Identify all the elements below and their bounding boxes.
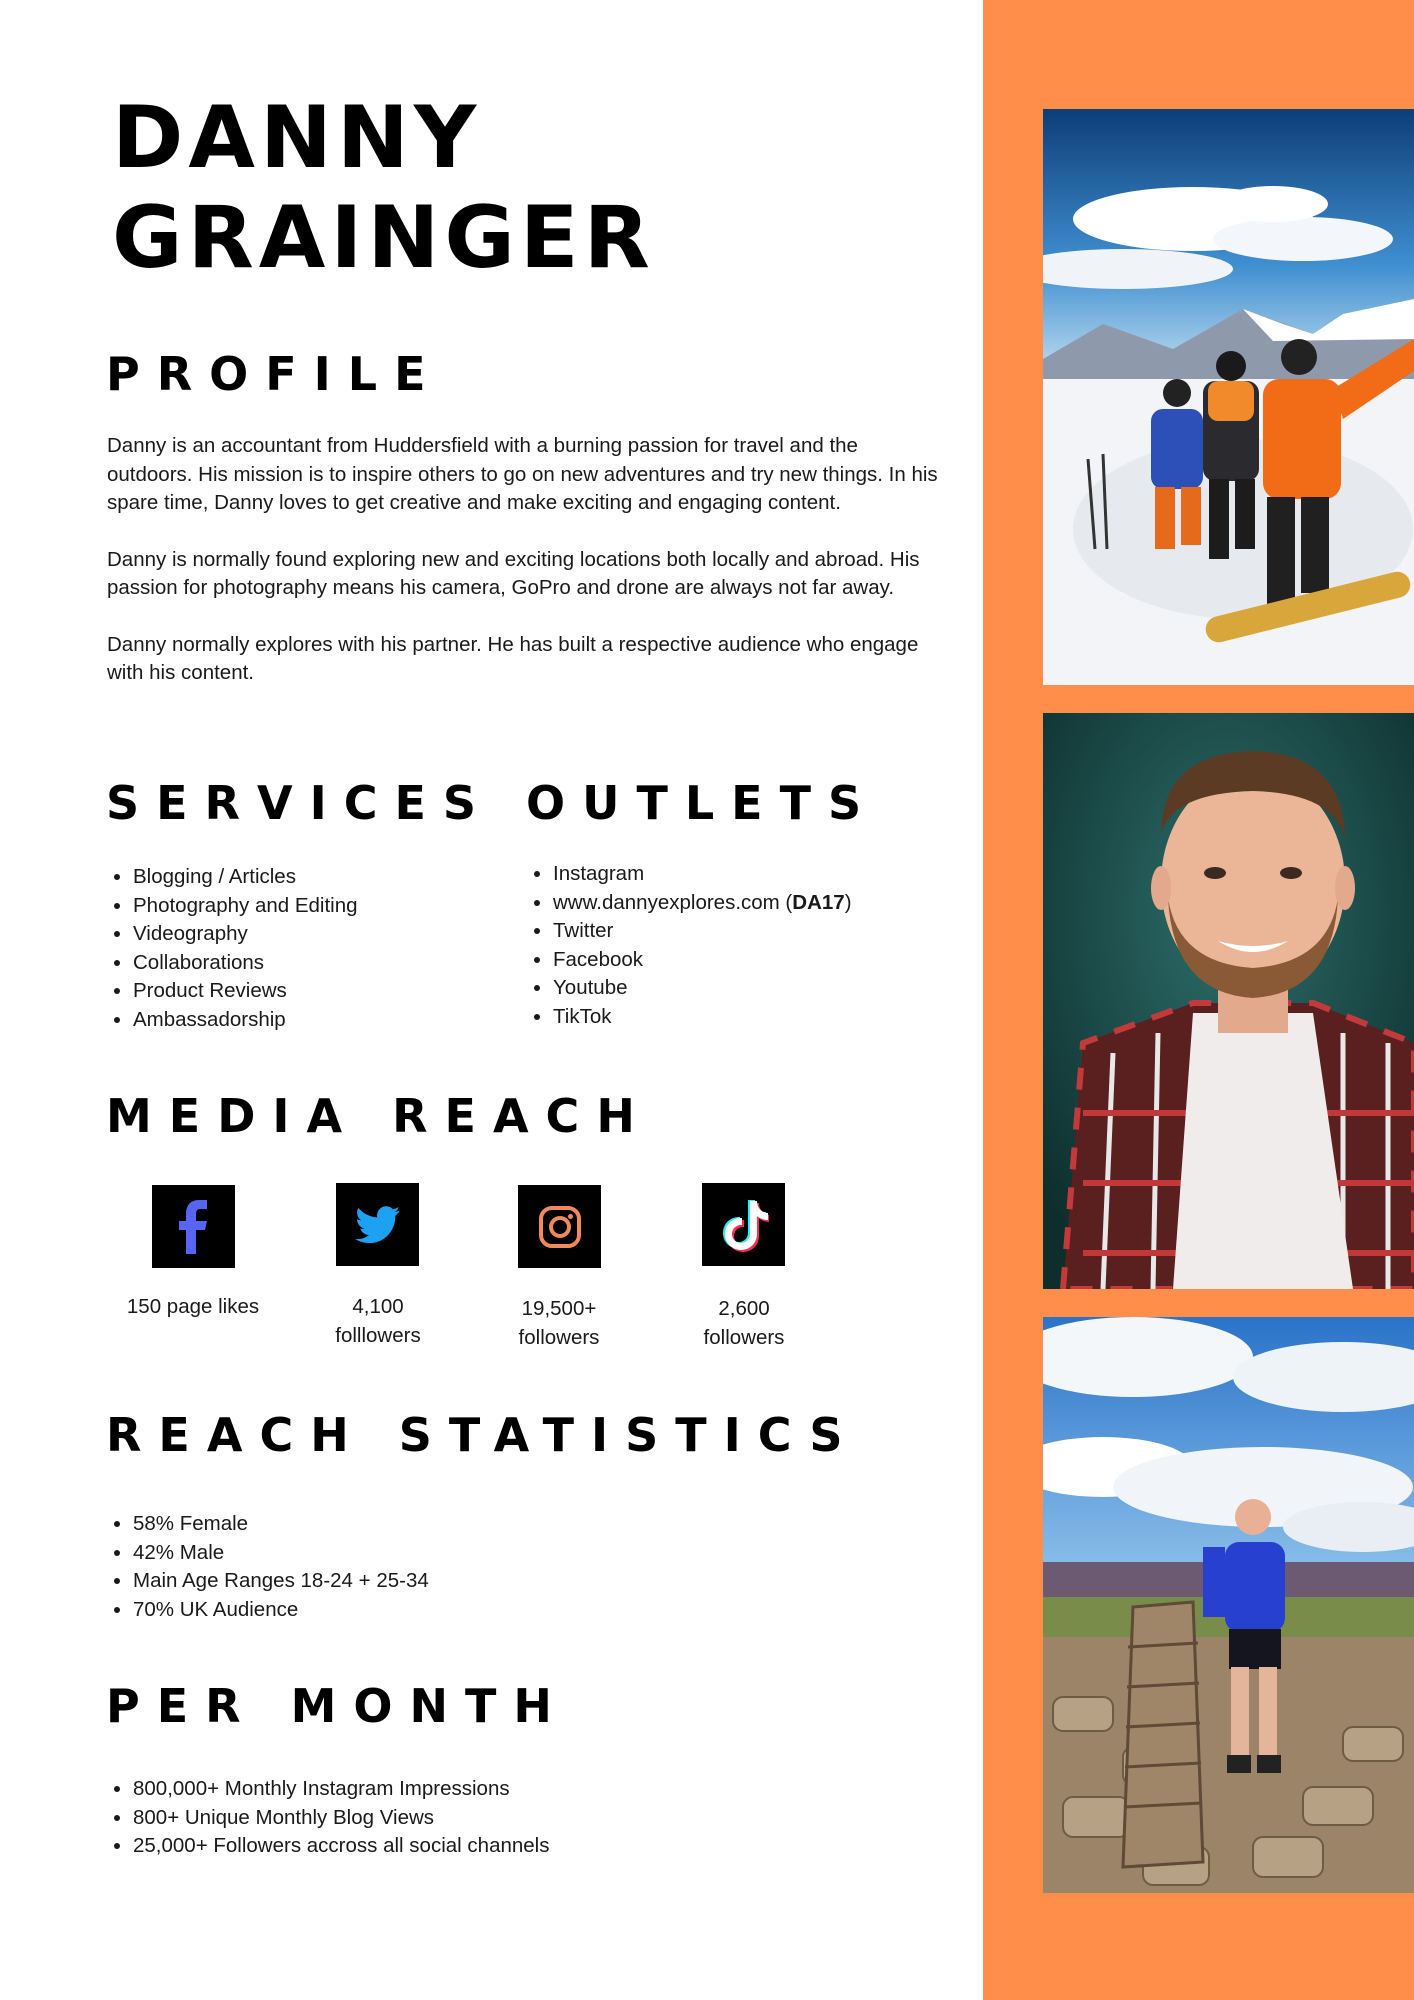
list-item: • 42% Male	[133, 1539, 429, 1568]
domain-authority-badge: DA17	[792, 890, 845, 914]
profile-paragraph: Danny is an accountant from Huddersfield with a burning passion for travel and the outdoors. His mission is to inspire others to go on new adventures and try new things. In his spare time, Danny loves to get creative and make exciting and engaging content.	[107, 434, 938, 514]
reach-statistics-heading: REACH STATISTICS	[106, 1408, 860, 1462]
last-name: GRAINGER	[112, 188, 655, 288]
list-item: • Facebook	[553, 946, 852, 975]
tiktok-icon	[702, 1183, 785, 1266]
list-item: • Videography	[133, 920, 358, 949]
per-month-heading: PER MONTH	[106, 1679, 569, 1733]
profile-paragraph: Danny normally explores with his partner. He has built a respective audience who engage with his content.	[107, 632, 919, 684]
twitter-count	[288, 1292, 468, 1350]
list-item: • Instagram	[553, 860, 852, 889]
list-item: • Youtube	[553, 974, 852, 1003]
tiktok-count	[654, 1294, 834, 1352]
profile-heading: PROFILE	[106, 347, 443, 401]
list-item: • 800,000+ Monthly Instagram Impressions	[133, 1775, 549, 1804]
facebook-icon	[152, 1185, 235, 1268]
list-item: • 58% Female	[133, 1510, 429, 1539]
profile-paragraph: Danny is normally found exploring new and exciting locations both locally and abroad. His passion for photography means his camera, GoPro and drone are always not far away.	[107, 547, 920, 599]
ski-group-photo	[1043, 109, 1414, 685]
list-item: • 25,000+ Followers accross all social channels	[133, 1832, 549, 1861]
reach-statistics-list	[107, 1510, 429, 1624]
website-close-paren: )	[844, 890, 852, 914]
list-item-website	[553, 889, 852, 918]
website-text: www.dannyexplores.com (	[553, 890, 793, 914]
list-item: • Twitter	[553, 917, 852, 946]
facebook-count-line: 150 page likes	[126, 1295, 260, 1318]
per-month-list	[107, 1775, 549, 1861]
list-item: • 800+ Unique Monthly Blog Views	[133, 1804, 549, 1833]
services-heading: SERVICES	[106, 776, 494, 830]
portrait-photo	[1043, 713, 1414, 1289]
twitter-count-number: 4,100	[352, 1295, 404, 1318]
instagram-count-label: followers	[518, 1326, 600, 1349]
profile-text	[107, 432, 947, 716]
outlets-list	[527, 860, 852, 1031]
person-name	[112, 88, 655, 288]
facebook-count	[103, 1292, 283, 1321]
media-reach-heading: MEDIA REACH	[106, 1089, 652, 1143]
list-item: • Main Age Ranges 18-24 + 25-34	[133, 1567, 429, 1596]
tiktok-count-label: followers	[703, 1326, 785, 1349]
list-item: • 70% UK Audience	[133, 1596, 429, 1625]
list-item: • Product Reviews	[133, 977, 358, 1006]
instagram-count-number: 19,500+	[521, 1297, 597, 1320]
outlets-heading: OUTLETS	[526, 776, 879, 830]
services-list	[107, 863, 358, 1034]
list-item: • TikTok	[553, 1003, 852, 1032]
instagram-count	[469, 1294, 649, 1352]
list-item: • Photography and Editing	[133, 892, 358, 921]
hill-summit-photo	[1043, 1317, 1414, 1893]
tiktok-count-number: 2,600	[718, 1297, 770, 1320]
list-item: • Collaborations	[133, 949, 358, 978]
twitter-count-label: folllowers	[335, 1324, 421, 1347]
list-item: • Blogging / Articles	[133, 863, 358, 892]
instagram-icon	[518, 1185, 601, 1268]
list-item: • Ambassadorship	[133, 1006, 358, 1035]
twitter-icon	[336, 1183, 419, 1266]
first-name: DANNY	[112, 88, 482, 188]
